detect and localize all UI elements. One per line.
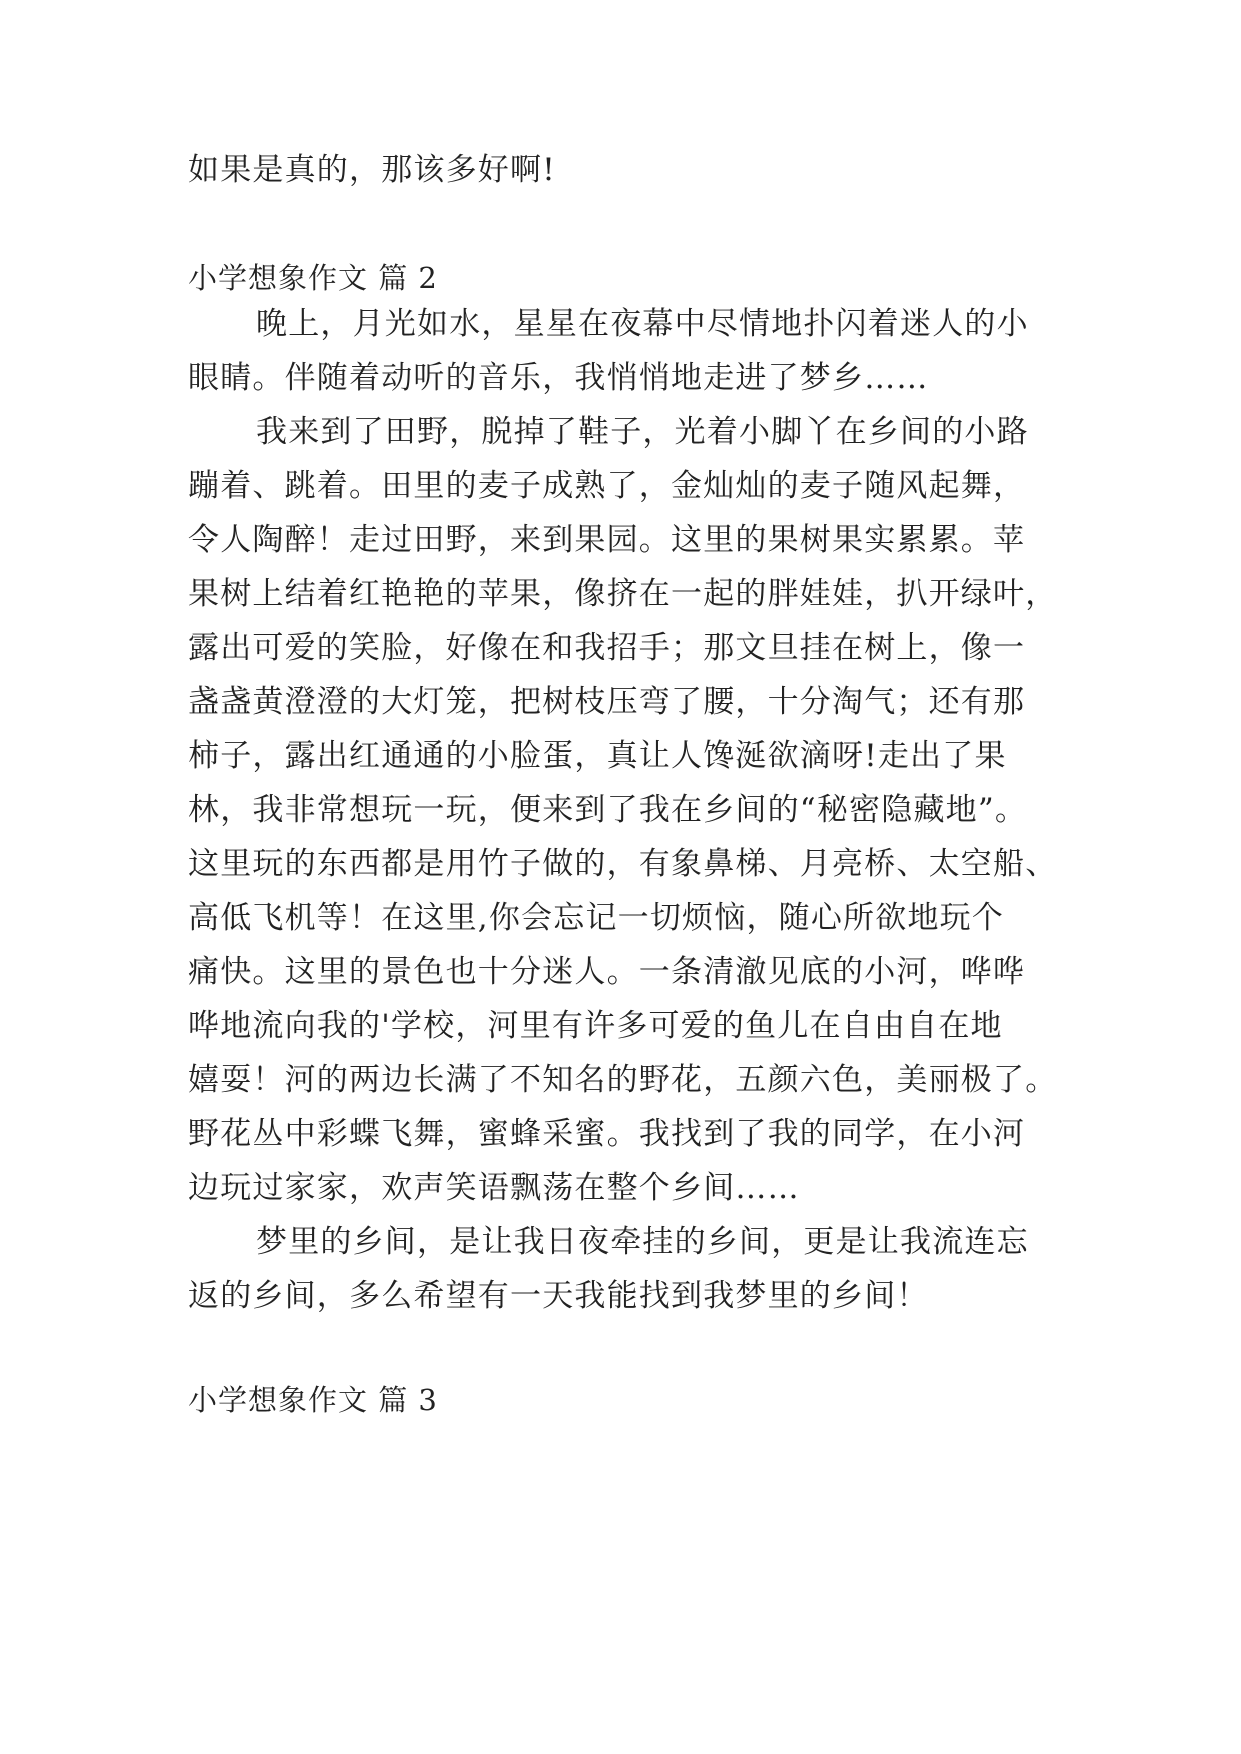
paragraph-line: 这里玩的东西都是用竹子做的，有象鼻梯、月亮桥、太空船、 <box>188 846 1058 882</box>
paragraph-line: 盏盏黄澄澄的大灯笼，把树枝压弯了腰，十分淘气；还有那 <box>188 684 1026 720</box>
paragraph-line: 林，我非常想玩一玩，便来到了我在乡间的“秘密隐藏地”。 <box>188 792 1028 828</box>
paragraph-line: 露出可爱的笑脸，好像在和我招手；那文旦挂在树上，像一 <box>188 630 1026 666</box>
paragraph-line: 痛快。这里的景色也十分迷人。一条清澈见底的小河，哗哗 <box>188 954 1026 990</box>
section-heading-2: 小学想象作文 篇 2 <box>188 261 438 295</box>
paragraph-line: 哗地流向我的'学校，河里有许多可爱的鱼儿在自由自在地 <box>188 1008 1003 1044</box>
paragraph-line: 高低飞机等！在这里,你会忘记一切烦恼，随心所欲地玩个 <box>188 900 1005 936</box>
paragraph-line: 眼睛。伴随着动听的音乐，我悄悄地走进了梦乡…… <box>188 360 929 396</box>
intro-line: 如果是真的，那该多好啊! <box>188 152 556 188</box>
paragraph-line: 晚上，月光如水，星星在夜幕中尽情地扑闪着迷人的小 <box>256 306 1029 342</box>
paragraph-line: 果树上结着红艳艳的苹果，像挤在一起的胖娃娃，扒开绿叶， <box>188 576 1058 612</box>
paragraph-line: 嬉耍！河的两边长满了不知名的野花，五颜六色，美丽极了。 <box>188 1062 1058 1098</box>
paragraph-line: 野花丛中彩蝶飞舞，蜜蜂采蜜。我找到了我的同学，在小河 <box>188 1116 1026 1152</box>
section-heading-3: 小学想象作文 篇 3 <box>188 1383 438 1417</box>
paragraph-line: 我来到了田野，脱掉了鞋子，光着小脚丫在乡间的小路 <box>256 414 1029 450</box>
paragraph-line: 令人陶醉！走过田野，来到果园。这里的果树果实累累。苹 <box>188 522 1026 558</box>
paragraph-line: 柿子，露出红通通的小脸蛋，真让人馋涎欲滴呀!走出了果 <box>188 738 1007 774</box>
paragraph-line: 蹦着、跳着。田里的麦子成熟了，金灿灿的麦子随风起舞， <box>188 468 1026 504</box>
paragraph-line: 边玩过家家，欢声笑语飘荡在整个乡间…… <box>188 1170 800 1206</box>
paragraph-line: 返的乡间，多么希望有一天我能找到我梦里的乡间！ <box>188 1278 929 1314</box>
paragraph-line: 梦里的乡间，是让我日夜牵挂的乡间，更是让我流连忘 <box>256 1224 1029 1260</box>
